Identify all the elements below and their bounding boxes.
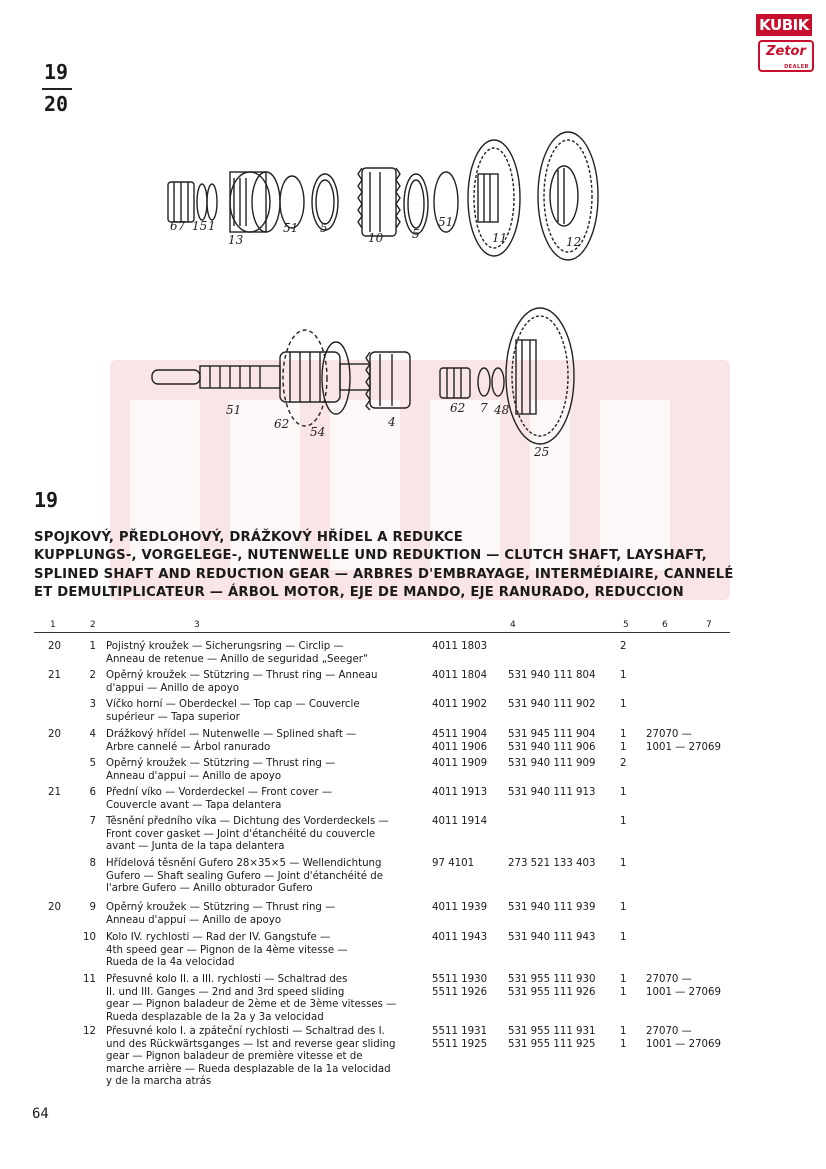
section-title-line-2: KUPPLUNGS-, VORGELEGE-, NUTENWELLE UND REDUKTION — CLUTCH SHAFT, LAYSHAFT, (34, 548, 707, 563)
logo-zetor-badge (758, 40, 814, 72)
row-figure-ref: 20 (48, 902, 61, 913)
row-description (106, 641, 426, 666)
row-quantity (620, 932, 632, 945)
row-description-line: Kolo IV. rychlosti — Rad der IV. Gangstufe — (106, 932, 331, 943)
row-serial-range (646, 729, 736, 754)
section-title-line-1: SPOJKOVÝ, PŘEDLOHOVÝ, DRÁŽKOVÝ HŘÍDEL A REDUKCE (34, 530, 463, 545)
row-catalog-number-line: 531 955 111 931 (508, 1026, 596, 1037)
row-position: 2 (89, 670, 96, 681)
row-description-line: y de la marcha atrás (106, 1076, 212, 1087)
row-description-line: avant — Junta de la tapa delantera (106, 841, 285, 852)
row-quantity-line: 2 (620, 641, 627, 652)
row-description-line: gear — Pignon baladeur de première vitesse et de (106, 1051, 363, 1062)
row-description (106, 1026, 426, 1089)
row-quantity (620, 787, 632, 800)
row-description-line: II. und III. Ganges — 2nd and 3rd speed sliding (106, 986, 345, 998)
row-catalog-number (508, 858, 604, 871)
row-description (106, 816, 426, 854)
row-catalog-number (508, 670, 604, 683)
row-catalog-number (508, 902, 604, 915)
row-description-line: Rueda de la 4a velocidad (106, 957, 235, 968)
column-header-5: 5 (623, 620, 629, 630)
row-description-line: Opěrný kroužek — Stützring — Thrust ring — (106, 902, 336, 913)
row-description-line: Rueda desplazable de la 2a y 3a velocidad (106, 1011, 324, 1023)
row-description-line: gear — Pignon baladeur de 2ème et de 3ème vitesses — (106, 999, 397, 1010)
row-description-line: Anneau d'appui — Anillo de apoyo (106, 770, 282, 782)
row-quantity-line: 1 (620, 974, 627, 985)
header-rule (34, 632, 730, 633)
row-catalog-number-line: 531 945 111 904 (508, 729, 596, 740)
label-part-5b: 5 (412, 227, 420, 241)
row-position: 12 (83, 1026, 96, 1037)
row-position: 11 (83, 974, 96, 985)
label-part-62a: 62 (274, 417, 290, 431)
logo-dealer-text: DEALER (784, 64, 809, 70)
row-description (106, 670, 426, 695)
row-description-line: l'arbre Gufero — Anillo obturador Gufero (106, 883, 313, 894)
page-number: 64 (32, 1106, 49, 1122)
row-description-line: marche arrière — Rueda desplazable de la 1a velocidad (106, 1063, 391, 1075)
row-description-line: Anneau d'appui — Anillo de apoyo (106, 914, 282, 926)
row-description-line: Víčko horní — Oberdeckel — Top cap — Couvercle (106, 699, 360, 710)
label-part-51b: 51 (438, 215, 454, 229)
label-part-1: 1 (208, 219, 216, 233)
label-part-51c: 51 (226, 403, 242, 417)
row-description-line: Front cover gasket — Joint d'étanchéité du couvercle (106, 828, 376, 840)
row-catalog-number-line: 531 955 111 926 (508, 986, 596, 998)
row-figure-ref: 20 (48, 729, 61, 740)
figure-number-bottom: 20 (44, 92, 69, 116)
row-quantity (620, 699, 632, 712)
row-description (106, 758, 426, 783)
row-catalog-number-line: 531 955 111 925 (508, 1038, 596, 1050)
row-catalog-number (508, 787, 604, 800)
row-part-number-line: 5511 1931 (432, 1026, 488, 1037)
row-quantity-line: 1 (620, 902, 627, 913)
row-position: 8 (89, 858, 96, 869)
row-quantity (620, 858, 632, 871)
row-part-number-line: 4011 1914 (432, 816, 488, 827)
label-part-48: 48 (494, 403, 510, 417)
label-part-51a: 51 (283, 221, 299, 235)
column-header-4: 4 (510, 620, 516, 630)
section-title-line-4: ET DEMULTIPLICATEUR — ÁRBOL MOTOR, EJE DE MANDO, EJE RANURADO, REDUCCION (34, 585, 684, 600)
row-description-line: Těsnění předního víka — Dichtung des Vorderdeckels — (106, 816, 389, 827)
row-figure-ref: 21 (48, 787, 61, 798)
row-catalog-number-line: 531 940 111 939 (508, 902, 596, 913)
column-header-6: 6 (662, 620, 668, 630)
row-serial-range-line: 27070 — (646, 729, 692, 740)
label-part-25: 25 (534, 445, 550, 459)
row-serial-range-line: 27070 — (646, 1026, 692, 1037)
row-quantity (620, 902, 632, 915)
row-catalog-number-line: 531 940 111 943 (508, 932, 596, 943)
row-serial-range-line: 1001 — 27069 (646, 1038, 721, 1050)
column-header-7: 7 (706, 620, 712, 630)
row-quantity (620, 758, 632, 771)
row-description-line: Hřídelová těsnění Gufero 28×35×5 — Wellendichtung (106, 858, 382, 869)
label-part-11: 11 (492, 231, 508, 245)
row-quantity-line: 1 (620, 729, 627, 740)
part-bearing-67 (168, 182, 194, 222)
row-description (106, 932, 426, 970)
label-part-7: 7 (480, 401, 488, 415)
part-gear-25 (506, 308, 574, 444)
row-catalog-number-line: 273 521 133 403 (508, 858, 596, 869)
row-part-number-line: 4011 1909 (432, 758, 488, 769)
row-part-number-line: 4011 1804 (432, 670, 488, 681)
row-part-number-line: 4011 1902 (432, 699, 488, 710)
row-description-line: Přesuvné kolo I. a zpáteční rychlosti — Schaltrad des I. (106, 1026, 385, 1037)
row-description-line: Přesuvné kolo II. a III. rychlosti — Schaltrad des (106, 974, 348, 985)
figure-number-divider (42, 88, 72, 90)
row-part-number-line: 5511 1925 (432, 1038, 488, 1050)
row-part-number (432, 932, 496, 945)
row-description (106, 729, 426, 754)
label-part-13: 13 (228, 233, 244, 247)
label-part-10: 10 (368, 231, 384, 245)
row-part-number-line: 4011 1939 (432, 902, 488, 913)
row-position: 9 (89, 902, 96, 913)
row-quantity-line: 1 (620, 670, 627, 681)
row-quantity-line: 1 (620, 858, 627, 869)
row-quantity (620, 729, 632, 754)
row-description-line: d'appui — Anillo de apoyo (106, 682, 239, 694)
row-position: 1 (89, 641, 96, 652)
row-catalog-number-line: 531 940 111 913 (508, 787, 596, 798)
row-quantity-line: 2 (620, 758, 627, 769)
row-quantity-line: 1 (620, 787, 627, 798)
part-splined-shaft-4 (152, 330, 410, 426)
figure-number-top: 19 (44, 60, 69, 84)
row-part-number (432, 758, 496, 771)
row-description-line: Pojistný kroužek — Sicherungsring — Circlip — (106, 641, 344, 652)
section-title-line-3: SPLINED SHAFT AND REDUCTION GEAR — ARBRES D'EMBRAYAGE, INTERMÉDIAIRE, CANNELÉ (34, 567, 734, 582)
row-quantity (620, 641, 632, 654)
row-part-number-line: 4511 1904 (432, 729, 488, 740)
label-part-62b: 62 (450, 401, 466, 415)
row-position: 6 (89, 787, 96, 798)
row-serial-range (646, 1026, 736, 1051)
label-part-15: 15 (192, 219, 208, 233)
label-part-67: 67 (170, 219, 186, 233)
row-part-number-line: 5511 1926 (432, 986, 488, 998)
row-description (106, 974, 426, 1024)
row-description-line: supérieur — Tapa superior (106, 711, 240, 723)
row-description (106, 902, 426, 927)
row-part-number (432, 641, 496, 654)
row-description-line: Arbre cannelé — Árbol ranurado (106, 741, 271, 753)
row-part-number (432, 1026, 496, 1051)
column-header-3: 3 (194, 620, 200, 630)
row-serial-range-line: 1001 — 27069 (646, 741, 721, 753)
column-header-2: 2 (90, 620, 96, 630)
row-part-number (432, 902, 496, 915)
row-catalog-number-line: 531 940 111 909 (508, 758, 596, 769)
row-part-number-line: 97 4101 (432, 858, 475, 869)
row-part-number-line: 4011 1943 (432, 932, 488, 943)
row-catalog-number (508, 729, 604, 754)
logo-kubik-text: KUBIK (756, 14, 812, 36)
row-quantity (620, 974, 632, 999)
row-position: 7 (89, 816, 96, 827)
row-part-number (432, 787, 496, 800)
row-position: 5 (89, 758, 96, 769)
label-part-54: 54 (310, 425, 326, 439)
part-bearing-62 (440, 368, 470, 398)
row-catalog-number (508, 758, 604, 771)
row-description-line: Přední víko — Vorderdeckel — Front cover — (106, 787, 333, 798)
row-catalog-number (508, 699, 604, 712)
row-part-number (432, 974, 496, 999)
row-part-number-line: 4011 1913 (432, 787, 488, 798)
row-description-line: und des Rückwärtsganges — Ist and reverse gear sliding (106, 1038, 396, 1050)
row-position: 10 (83, 932, 96, 943)
row-serial-range-line: 1001 — 27069 (646, 986, 721, 998)
row-catalog-number (508, 932, 604, 945)
row-description-line: Anneau de retenue — Anillo de seguridad „Seeger“ (106, 653, 369, 665)
row-catalog-number-line: 531 955 111 930 (508, 974, 596, 985)
row-catalog-number (508, 1026, 604, 1051)
part-gear-10 (358, 168, 400, 236)
row-catalog-number-line: 531 940 111 902 (508, 699, 596, 710)
row-serial-range (646, 974, 736, 999)
label-part-4: 4 (388, 415, 396, 429)
row-figure-ref: 21 (48, 670, 61, 681)
row-catalog-number (508, 974, 604, 999)
kubik-zetor-logo (756, 14, 812, 70)
section-number: 19 (34, 488, 59, 512)
row-position: 4 (89, 729, 96, 740)
row-quantity-line: 1 (620, 816, 627, 827)
row-position: 3 (89, 699, 96, 710)
row-part-number-line: 5511 1930 (432, 974, 488, 985)
row-catalog-number-line: 531 940 111 804 (508, 670, 596, 681)
row-serial-range-line: 27070 — (646, 974, 692, 985)
row-quantity-line: 1 (620, 1026, 627, 1037)
logo-zetor-text: Zetor (766, 44, 806, 59)
row-description-line: Gufero — Shaft sealing Gufero — Joint d'étanchéité de (106, 870, 383, 882)
row-part-number (432, 858, 496, 871)
row-part-number (432, 816, 496, 829)
row-quantity-line: 1 (620, 1038, 627, 1050)
row-part-number-line: 4011 1803 (432, 641, 488, 652)
row-description (106, 699, 426, 724)
row-description-line: Opěrný kroužek — Stützring — Thrust ring — Anneau (106, 670, 378, 681)
row-quantity-line: 1 (620, 932, 627, 943)
row-part-number (432, 670, 496, 683)
row-description-line: Opěrný kroužek — Stützring — Thrust ring — (106, 758, 336, 769)
row-description-line: 4th speed gear — Pignon de la 4ème vitesse — (106, 944, 348, 956)
row-part-number-line: 4011 1906 (432, 741, 488, 753)
row-catalog-number-line: 531 940 111 906 (508, 741, 596, 753)
row-quantity-line: 1 (620, 741, 627, 753)
column-header-1: 1 (50, 620, 56, 630)
row-quantity (620, 670, 632, 683)
row-description (106, 787, 426, 812)
row-part-number (432, 699, 496, 712)
label-part-12: 12 (566, 235, 582, 249)
row-description (106, 858, 426, 896)
row-description-line: Couvercle avant — Tapa delantera (106, 799, 282, 811)
row-quantity (620, 1026, 632, 1051)
row-figure-ref: 20 (48, 641, 61, 652)
exploded-parts-diagram (140, 120, 620, 460)
part-housing-13 (230, 172, 280, 232)
row-quantity (620, 816, 632, 829)
row-quantity-line: 1 (620, 699, 627, 710)
row-part-number (432, 729, 496, 754)
label-part-5a: 5 (320, 221, 328, 235)
row-description-line: Drážkový hřídel — Nutenwelle — Splined shaft — (106, 729, 357, 740)
row-quantity-line: 1 (620, 986, 627, 998)
